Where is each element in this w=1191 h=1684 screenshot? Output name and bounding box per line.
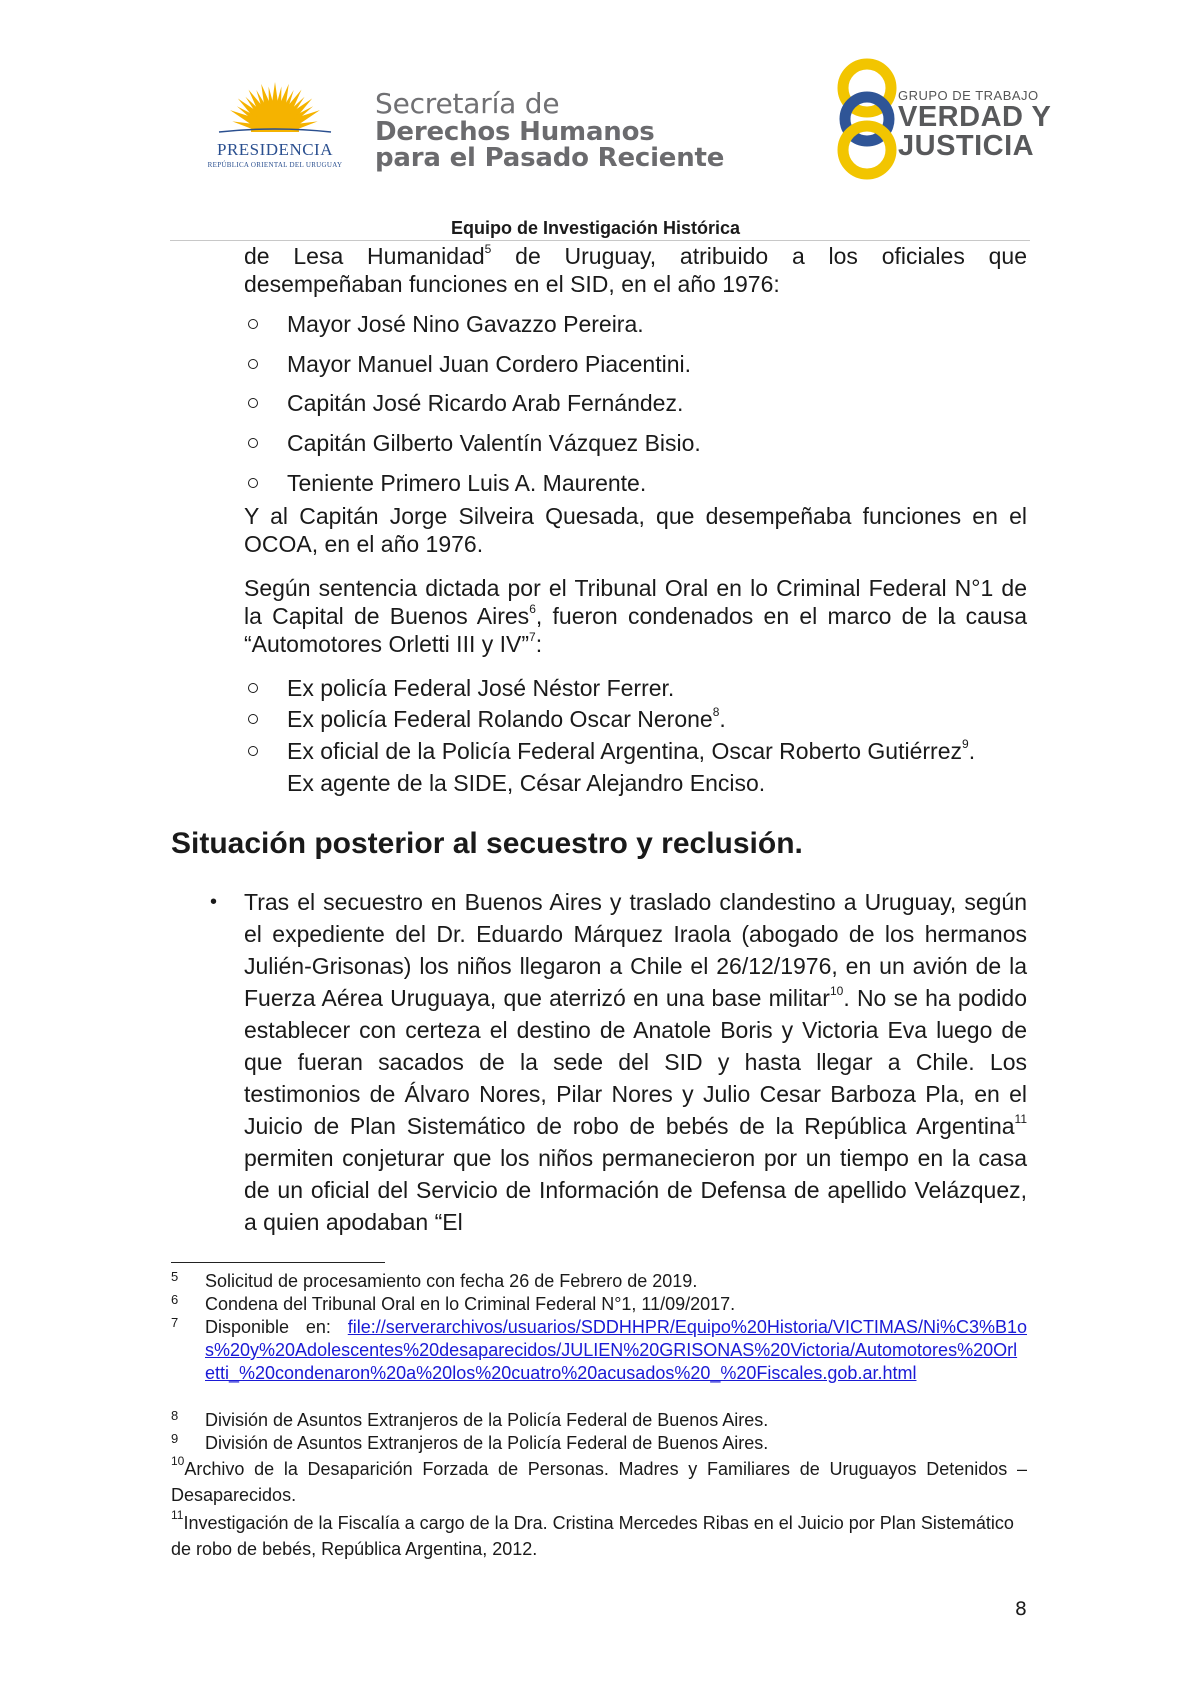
sentencia-paragraph: Según sentencia dictada por el Tribunal Oral en lo Criminal Federal N°1 de la Capital de Buenos Aires$^6$, fueron condenados en el marco de la causa “Automotores Orletti III y IV”$^7$: bbox=[244, 575, 1027, 657]
secretaria-line-1: Secretaría de bbox=[375, 87, 560, 120]
list-item: Teniente Primero Luis A. Maurente. bbox=[287, 470, 647, 496]
circle-bullet-icon bbox=[248, 310, 262, 338]
secretaria-line-2: Derechos Humanos bbox=[375, 117, 655, 147]
list-item: Ex agente de la SIDE, César Alejandro Enciso. bbox=[287, 770, 766, 796]
footnote-number: 11 bbox=[171, 1508, 184, 1522]
footnote-number: 6 bbox=[171, 1292, 179, 1307]
circle-bullet-icon bbox=[248, 705, 262, 733]
list-item: Capitán José Ricardo Arab Fernández. bbox=[287, 390, 684, 416]
list-item: Ex policía Federal José Néstor Ferrer. bbox=[287, 675, 675, 701]
gtvj-small-label: GRUPO DE TRABAJO bbox=[898, 88, 1039, 103]
footnote-ref-10: 10 bbox=[829, 984, 844, 999]
section-heading: Situación posterior al secuestro y reclusión. bbox=[171, 827, 803, 860]
silveira-paragraph: Y al Capitán Jorge Silveira Quesada, que desempeñaba funciones en el OCOA, en el año 1976. bbox=[244, 503, 1027, 557]
gtvj-line-1: VERDAD Y bbox=[898, 101, 1052, 133]
footnote-5: Solicitud de procesamiento con fecha 26 de Febrero de 2019. bbox=[205, 1271, 698, 1291]
presidencia-title: PRESIDENCIA bbox=[216, 140, 333, 159]
footnote-11: $^{11}$Investigación de la Fiscalía a cargo de la Dra. Cristina Mercedes Ribas en el Juicio por Plan Sistemático de robo de bebés, República Argentina, 2012. bbox=[171, 1508, 1014, 1559]
header-divider bbox=[170, 240, 1030, 241]
circle-bullet-icon bbox=[248, 737, 262, 765]
circle-bullet-icon bbox=[248, 674, 262, 702]
gtvj-wordmark bbox=[898, 88, 1051, 161]
list-item: Ex policía Federal Rolando Oscar Nerone$^8$. bbox=[287, 705, 726, 732]
footnote-ref-9: 9 bbox=[962, 737, 969, 752]
circle-bullet-icon bbox=[248, 429, 262, 457]
header-subtitle: Equipo de Investigación Histórica bbox=[450, 218, 741, 238]
footnote-number: 9 bbox=[171, 1431, 179, 1446]
secretaria-line-3: para el Pasado Reciente bbox=[375, 143, 725, 173]
footnote-9: División de Asuntos Extranjeros de la Policía Federal de Buenos Aires. bbox=[205, 1433, 769, 1453]
list-item: Capitán Gilberto Valentín Vázquez Bisio. bbox=[287, 430, 701, 456]
circle-bullet-icon bbox=[248, 389, 262, 417]
intro-line-1: de Lesa Humanidad$^5$ de Uruguay, atribuido a los oficiales que bbox=[244, 242, 1027, 269]
gtvj-line-2: JUSTICIA bbox=[898, 130, 1035, 162]
footnote-ref-7: 7 bbox=[529, 630, 536, 645]
footnote-ref-6: 6 bbox=[529, 602, 536, 617]
main-paragraph: Tras el secuestro en Buenos Aires y traslado clandestino a Uruguay, según el expediente del Dr. Eduardo Márquez Iraola (abogado de los hermanos Julién-Grisonas) los niños llegaron a Chile el 26/12/1976, en un avión de la Fuerza Aérea Uruguaya, que aterrizó en una base militar$^{10}$. No se ha podido establecer con certeza el destino de Anatole Boris y Victoria Eva luego de que fueran sacados de la sede del SID y hasta llegar a Chile. Los testimonios de Álvaro Nores, Pilar Nores y Julio Cesar Barboza Pla, en el Juicio de Plan Sistemático de robo de bebés de la República Argentina$^{11}$ permiten conjeturar que los niños permanecieron por un tiempo en la casa de un oficial del Servicio de Información de Defensa de apellido Velázquez, a quien apodaban “El bbox=[244, 889, 1028, 1235]
footnote-number: 8 bbox=[171, 1408, 179, 1423]
circle-bullet-icon bbox=[248, 469, 262, 497]
footnote-ref-5: 5 bbox=[484, 242, 492, 257]
list-item: Mayor Manuel Juan Cordero Piacentini. bbox=[287, 351, 691, 377]
footnote-6: Condena del Tribunal Oral en lo Criminal Federal N°1, 11/09/2017. bbox=[205, 1294, 736, 1314]
footnote-ref-8: 8 bbox=[712, 705, 720, 720]
presidencia-subtitle: REPÚBLICA ORIENTAL DEL URUGUAY bbox=[207, 161, 343, 169]
secretaria-wordmark bbox=[375, 89, 724, 171]
footnote-8: División de Asuntos Extranjeros de la Policía Federal de Buenos Aires. bbox=[205, 1410, 769, 1430]
footnote-number: 7 bbox=[171, 1315, 179, 1330]
footnote-number: 5 bbox=[171, 1269, 179, 1284]
list-item: Ex oficial de la Policía Federal Argentina, Oscar Roberto Gutiérrez$^9$. bbox=[287, 737, 976, 764]
footnote-separator bbox=[171, 1262, 385, 1263]
footnote-7: Disponible en: file://serverarchivos/usuarios/SDDHHPR/Equipo%20Historia/VICTIMAS/Ni%C3%B1os%20y%20Adolescentes%20desaparecidos/JULIEN%20GRISONAS%20Victoria/Automotores%20Orletti_%20condenaron%20a%20los%20cuatro%20acusados%20_%20Fiscales.gob.ar.html bbox=[205, 1317, 1027, 1383]
footnote-ref-11: 11 bbox=[1014, 1112, 1027, 1127]
footnote-7-link[interactable]: file://serverarchivos/usuarios/SDDHHPR/Equipo%20Historia/VICTIMAS/Ni%C3%B1os%20y%20Adolescentes%20desaparecidos/JULIEN%20GRISONAS%20Victoria/Automotores%20Orletti_%20condenaron%20a%20los%20cuatro%20acusados%20_%20Fiscales.gob.ar.html bbox=[205, 1317, 1027, 1383]
footnote-number: 10 bbox=[171, 1454, 185, 1468]
intro-line-2: desempeñaban funciones en el SID, en el año 1976: bbox=[244, 271, 780, 297]
circle-bullet-icon bbox=[248, 350, 262, 378]
page-number: 8 bbox=[1014, 1598, 1027, 1620]
footnote-10: $^{10}$Archivo de la Desaparición Forzada de Personas. Madres y Familiares de Uruguayos Detenidos –Desaparecidos. bbox=[171, 1454, 1027, 1505]
bullet-icon: • bbox=[210, 891, 218, 913]
presidencia-logo bbox=[196, 80, 354, 180]
list-item: Mayor José Nino Gavazzo Pereira. bbox=[287, 311, 644, 337]
